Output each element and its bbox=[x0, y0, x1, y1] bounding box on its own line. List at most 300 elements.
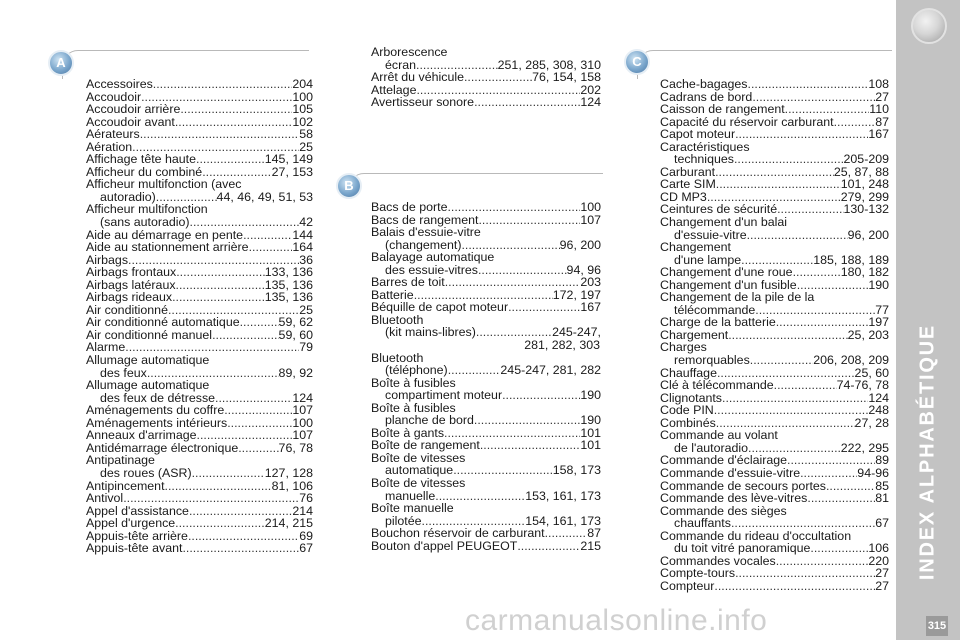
index-entry-line: Afficheur multifonction (avec bbox=[86, 177, 242, 192]
entry-label: Changement d'un fusible bbox=[660, 277, 797, 292]
entry-pages: 172, 197 bbox=[552, 287, 601, 302]
entry-pages: 130-132 bbox=[843, 202, 889, 217]
entry-pages: 127, 128 bbox=[264, 465, 313, 480]
index-entry-line bbox=[86, 216, 313, 229]
entry-label: Accessoires bbox=[86, 77, 153, 91]
entry-label: Aménagements intérieurs bbox=[86, 415, 228, 430]
entry-label: pilotée bbox=[385, 513, 422, 528]
index-entry bbox=[660, 492, 889, 505]
entry-pages: 153, 161, 173 bbox=[525, 488, 601, 503]
entry-pages: 101 bbox=[580, 425, 601, 440]
index-entry-line: Commande au volant bbox=[660, 428, 778, 443]
entry-label: Antivol bbox=[86, 491, 124, 506]
entry-pages: 76, 154, 158 bbox=[532, 70, 601, 85]
entry-label: Clignotants bbox=[660, 390, 722, 405]
entry-label: Boîte à gants bbox=[371, 425, 445, 440]
index-entry bbox=[86, 78, 313, 91]
index-entry bbox=[371, 352, 601, 377]
entry-label: des essuie-vitres bbox=[385, 262, 478, 277]
entry-label: Antipincement bbox=[86, 478, 165, 493]
index-entry bbox=[660, 291, 889, 316]
index-entry-line bbox=[371, 527, 601, 540]
entry-pages: 27 bbox=[875, 578, 889, 593]
index-entry-line bbox=[660, 153, 889, 166]
entry-pages: 190 bbox=[580, 413, 601, 428]
index-entry bbox=[86, 429, 313, 442]
index-entry bbox=[371, 452, 601, 477]
index-entry-line: Changement de la pile de la bbox=[660, 290, 815, 305]
entry-pages: 67 bbox=[875, 516, 889, 531]
index-entry bbox=[86, 454, 313, 479]
sidebar-title: INDEX ALPHABÉTIQUE bbox=[916, 323, 939, 581]
entry-pages: 85 bbox=[875, 478, 889, 493]
entry-label: Chargement bbox=[660, 327, 729, 342]
dot-leader bbox=[188, 530, 299, 543]
index-entry-line bbox=[86, 153, 313, 166]
entry-pages: 215 bbox=[580, 538, 601, 553]
index-entry bbox=[86, 354, 313, 379]
dot-leader bbox=[774, 379, 837, 392]
index-entry bbox=[660, 141, 889, 166]
entry-pages: 204 bbox=[292, 77, 313, 91]
index-entry-line: Boîte manuelle bbox=[371, 501, 454, 516]
entry-label: Commande d'éclairage bbox=[660, 453, 788, 468]
dot-leader bbox=[810, 542, 868, 555]
dot-leader bbox=[445, 276, 581, 289]
dot-leader bbox=[735, 128, 868, 141]
entry-label: Bouton d'appel PEUGEOT bbox=[371, 538, 518, 553]
index-entry bbox=[660, 580, 889, 593]
entry-label: Air conditionné automatique bbox=[86, 315, 240, 330]
entry-pages: 87 bbox=[875, 114, 889, 129]
entry-label: Aménagements du coffre bbox=[86, 403, 225, 418]
index-entry-line: Changement bbox=[660, 240, 731, 255]
index-entry bbox=[86, 291, 313, 304]
entry-pages: 81 bbox=[875, 491, 889, 506]
index-entry-line: Caractéristiques bbox=[660, 139, 750, 154]
entry-pages: 94, 96 bbox=[566, 262, 601, 277]
entry-label: télécommande bbox=[674, 302, 756, 317]
index-entry bbox=[660, 429, 889, 454]
index-entry-line bbox=[660, 103, 889, 116]
dot-leader bbox=[448, 364, 501, 377]
index-entry-line bbox=[86, 517, 313, 530]
dot-leader bbox=[735, 567, 875, 580]
dot-leader bbox=[224, 404, 292, 417]
entry-pages: 87 bbox=[587, 526, 601, 541]
index-entry bbox=[86, 153, 313, 166]
disc-icon bbox=[911, 8, 947, 44]
index-entry-line bbox=[86, 78, 313, 91]
index-entry-line: Antipatinage bbox=[86, 453, 155, 468]
index-entry-line bbox=[86, 542, 313, 555]
entry-pages: 59, 60 bbox=[278, 327, 313, 342]
entry-label: des feux de détresse bbox=[100, 390, 216, 405]
dot-leader bbox=[176, 279, 265, 292]
entry-pages: 76 bbox=[299, 491, 313, 506]
index-entry-line bbox=[371, 414, 601, 427]
entry-pages: 105 bbox=[292, 102, 313, 117]
section-b-list bbox=[371, 201, 601, 552]
index-entry bbox=[660, 241, 889, 266]
entry-label: Compteur bbox=[660, 578, 715, 593]
entry-label: Commandes vocales bbox=[660, 553, 776, 568]
entry-label: Compte-tours bbox=[660, 566, 736, 581]
entry-label: Chauffage bbox=[660, 365, 717, 380]
entry-label: automatique bbox=[385, 463, 454, 478]
entry-label: Bouchon réservoir de carburant bbox=[371, 526, 545, 541]
index-entry bbox=[86, 404, 313, 417]
entry-pages: 44, 46, 49, 51, 53 bbox=[216, 189, 313, 204]
entry-pages: 203 bbox=[580, 275, 601, 290]
index-entry-line bbox=[660, 78, 889, 91]
entry-pages: 25, 87, 88 bbox=[833, 164, 889, 179]
entry-pages: 100 bbox=[292, 415, 313, 430]
dot-leader bbox=[140, 128, 299, 141]
entry-pages: 27 bbox=[875, 566, 889, 581]
index-entry-line: 281, 282, 303 bbox=[524, 338, 600, 353]
dot-leader bbox=[807, 492, 875, 505]
dot-leader bbox=[478, 264, 567, 277]
index-entry bbox=[371, 96, 601, 109]
entry-pages: 167 bbox=[868, 127, 889, 142]
entry-label: Barres de toit bbox=[371, 275, 445, 290]
entry-label: Arrêt du véhicule bbox=[371, 70, 464, 85]
dot-leader bbox=[734, 153, 844, 166]
entry-label: écran bbox=[385, 57, 416, 72]
index-entry-line bbox=[86, 266, 313, 279]
index-entry bbox=[660, 404, 889, 417]
index-entry bbox=[371, 71, 601, 84]
entry-pages: 251, 285, 308, 310 bbox=[497, 57, 601, 72]
entry-pages: 25, 60 bbox=[854, 365, 889, 380]
index-entry-line bbox=[660, 379, 889, 392]
dot-leader bbox=[826, 480, 875, 493]
entry-label: Boîte de rangement bbox=[371, 438, 480, 453]
index-entry bbox=[371, 251, 601, 276]
entry-pages: 74-76, 78 bbox=[836, 378, 889, 393]
index-entry bbox=[86, 492, 313, 505]
dot-leader bbox=[238, 442, 278, 455]
entry-label: Accoudoir arrière bbox=[86, 102, 181, 117]
index-entry-line bbox=[660, 492, 889, 505]
section-c-badge: C bbox=[624, 49, 650, 75]
section-b-rule bbox=[348, 173, 603, 194]
entry-pages: 100 bbox=[580, 200, 601, 214]
index-entry-line bbox=[371, 71, 601, 84]
entry-label: des feux bbox=[100, 365, 147, 380]
entry-pages: 107 bbox=[580, 212, 601, 227]
index-entry-line: Boîte à fusibles bbox=[371, 400, 456, 415]
index-entry-line bbox=[86, 103, 313, 116]
index-entry bbox=[86, 178, 313, 203]
index-entry bbox=[660, 467, 889, 480]
entry-label: Antidémarrage électronique bbox=[86, 440, 239, 455]
index-entry-line bbox=[660, 567, 889, 580]
dot-leader bbox=[545, 527, 588, 540]
entry-pages: 25 bbox=[299, 139, 313, 154]
dot-leader bbox=[197, 429, 293, 442]
entry-label: Bacs de porte bbox=[371, 200, 448, 214]
dot-leader bbox=[182, 542, 299, 555]
entry-pages: 25 bbox=[299, 302, 313, 317]
entry-label: Charge de la batterie bbox=[660, 315, 776, 330]
entry-pages: 96, 200 bbox=[559, 237, 601, 252]
entry-pages: 197 bbox=[868, 315, 889, 330]
entry-label: Appel d'assistance bbox=[86, 503, 189, 518]
entry-pages: 124 bbox=[580, 95, 601, 110]
index-entry-line bbox=[371, 364, 601, 377]
entry-label: Accoudoir bbox=[86, 89, 142, 104]
entry-label: compartiment moteur bbox=[385, 388, 503, 403]
index-entry bbox=[371, 502, 601, 527]
dot-leader bbox=[474, 96, 580, 109]
index-entry-line bbox=[86, 241, 313, 254]
entry-pages: 135, 136 bbox=[264, 290, 313, 305]
index-entry bbox=[660, 530, 889, 555]
entry-pages: 135, 136 bbox=[264, 277, 313, 292]
index-entry bbox=[660, 128, 889, 141]
entry-label: Afficheur du combiné bbox=[86, 164, 203, 179]
index-entry-line: Bluetooth bbox=[371, 312, 424, 327]
dot-leader bbox=[714, 404, 869, 417]
index-entry-line bbox=[660, 354, 889, 367]
index-entry bbox=[86, 517, 313, 530]
dot-leader bbox=[175, 116, 292, 129]
dot-leader bbox=[165, 480, 272, 493]
entry-label: Alarme bbox=[86, 340, 126, 355]
entry-label: techniques bbox=[674, 152, 734, 167]
sidebar bbox=[896, 0, 960, 640]
index-entry bbox=[371, 276, 601, 289]
entry-pages: 145, 149 bbox=[264, 152, 313, 167]
entry-label: CD MP3 bbox=[660, 189, 707, 204]
dot-leader bbox=[453, 464, 553, 477]
dot-leader bbox=[176, 266, 265, 279]
entry-label: Appuis-tête arrière bbox=[86, 528, 188, 543]
dot-leader bbox=[464, 71, 532, 84]
index-entry-line: Bluetooth bbox=[371, 350, 424, 365]
entry-pages: 202 bbox=[580, 82, 601, 97]
entry-pages: 110 bbox=[869, 102, 889, 117]
index-entry bbox=[371, 540, 601, 553]
entry-pages: 158, 173 bbox=[552, 463, 601, 478]
entry-pages: 27, 28 bbox=[854, 415, 889, 430]
entry-pages: 164 bbox=[292, 240, 313, 255]
entry-label: Affichage tête haute bbox=[86, 152, 196, 167]
index-entry-line bbox=[660, 542, 889, 555]
index-entry bbox=[371, 377, 601, 402]
index-entry-line bbox=[371, 389, 601, 402]
index-entry bbox=[86, 203, 313, 228]
dot-leader bbox=[714, 580, 875, 593]
dot-leader bbox=[212, 329, 278, 342]
entry-pages: 108 bbox=[868, 77, 889, 91]
entry-label: du toit vitré panoramique bbox=[674, 541, 811, 556]
entry-pages: 124 bbox=[868, 390, 889, 405]
entry-label: manuelle bbox=[385, 488, 436, 503]
entry-label: (téléphone) bbox=[385, 363, 448, 378]
index-entry-line: Charges bbox=[660, 340, 707, 355]
dot-leader bbox=[728, 329, 847, 342]
entry-label: Bacs de rangement bbox=[371, 212, 479, 227]
dot-leader bbox=[722, 392, 868, 405]
entry-pages: 102 bbox=[292, 114, 313, 129]
entry-label: d'essuie-vitre bbox=[674, 227, 747, 242]
dot-leader bbox=[190, 216, 300, 229]
section-b-badge: B bbox=[336, 173, 362, 199]
dot-leader bbox=[748, 78, 869, 91]
entry-pages: 79 bbox=[299, 340, 313, 355]
entry-label: Attelage bbox=[371, 82, 417, 97]
entry-label: Aérateurs bbox=[86, 127, 140, 142]
dot-leader bbox=[776, 555, 869, 568]
index-entry-line bbox=[86, 492, 313, 505]
watermark: carmanualsonline.info bbox=[465, 604, 768, 637]
entry-pages: 205-209 bbox=[843, 152, 889, 167]
entry-pages: 222, 295 bbox=[840, 440, 889, 455]
dot-leader bbox=[785, 103, 870, 116]
index-entry-line bbox=[371, 96, 601, 109]
entry-pages: 206, 208, 209 bbox=[813, 353, 889, 368]
index-entry-line: Allumage automatique bbox=[86, 378, 210, 393]
entry-pages: 77 bbox=[875, 302, 889, 317]
entry-pages: 245-247, bbox=[552, 325, 601, 340]
section-a-list bbox=[86, 78, 313, 555]
index-entry-line bbox=[86, 404, 313, 417]
entry-pages: 101 bbox=[580, 438, 601, 453]
entry-label: Airbags rideaux bbox=[86, 290, 173, 305]
index-entry-line: Boîte de vitesses bbox=[371, 450, 466, 465]
dot-leader bbox=[747, 229, 848, 242]
index-entry bbox=[660, 216, 889, 241]
index-entry-line bbox=[660, 128, 889, 141]
index-entry bbox=[660, 567, 889, 580]
entry-label: chauffants bbox=[674, 516, 731, 531]
index-entry-line bbox=[86, 128, 313, 141]
dot-leader bbox=[192, 467, 265, 480]
section-a-rule bbox=[62, 50, 309, 79]
dot-leader bbox=[777, 203, 843, 216]
section-a-continued-list bbox=[371, 46, 601, 109]
entry-label: Aération bbox=[86, 139, 133, 154]
index-entry-line: Balais d'essuie-vitre bbox=[371, 225, 481, 240]
dot-leader bbox=[447, 201, 580, 214]
entry-pages: 89 bbox=[875, 453, 889, 468]
index-entry bbox=[86, 379, 313, 404]
entry-pages: 27 bbox=[875, 89, 889, 104]
entry-pages: 27, 153 bbox=[271, 164, 313, 179]
entry-label: Combinés bbox=[660, 415, 716, 430]
dot-leader bbox=[172, 291, 265, 304]
entry-label: Commande d'essuie-vitre bbox=[660, 465, 801, 480]
entry-label: Air conditionné bbox=[86, 302, 168, 317]
index-entry bbox=[660, 103, 889, 116]
index-entry bbox=[660, 266, 889, 279]
entry-pages: 96, 200 bbox=[847, 227, 889, 242]
entry-pages: 167 bbox=[580, 300, 601, 315]
entry-label: Airbags latéraux bbox=[86, 277, 176, 292]
entry-label: Capacité du réservoir carburant bbox=[660, 114, 834, 129]
entry-label: Appel d'urgence bbox=[86, 516, 176, 531]
dot-leader bbox=[240, 316, 279, 329]
dot-leader bbox=[243, 229, 292, 242]
dot-leader bbox=[508, 301, 580, 314]
entry-pages: 101, 248 bbox=[840, 177, 889, 192]
entry-label: Airbags frontaux bbox=[86, 265, 177, 280]
dot-leader bbox=[750, 354, 813, 367]
index-entry-line: Allumage automatique bbox=[86, 353, 210, 368]
entry-label: d'une lampe bbox=[674, 252, 742, 267]
entry-label: Clé à télécommande bbox=[660, 378, 774, 393]
entry-label: Cache-bagages bbox=[660, 77, 748, 91]
entry-label: (kit mains-libres) bbox=[385, 325, 476, 340]
entry-pages: 89, 92 bbox=[278, 365, 313, 380]
entry-pages: 154, 161, 173 bbox=[525, 513, 601, 528]
entry-label: Ceintures de sécurité bbox=[660, 202, 778, 217]
entry-pages: 133, 136 bbox=[264, 265, 313, 280]
entry-label: remorquables bbox=[674, 353, 750, 368]
index-entry-line bbox=[86, 291, 313, 304]
entry-label: Airbags bbox=[86, 252, 129, 267]
dot-leader bbox=[175, 517, 265, 530]
dot-leader bbox=[731, 517, 875, 530]
index-entry-line bbox=[371, 201, 601, 214]
entry-pages: 36 bbox=[299, 252, 313, 267]
dot-leader bbox=[196, 153, 265, 166]
index-entry-line bbox=[660, 580, 889, 593]
entry-pages: 76, 78 bbox=[278, 440, 313, 455]
entry-pages: 106 bbox=[868, 541, 889, 556]
entry-pages: 279, 299 bbox=[840, 189, 889, 204]
entry-label: de l'autoradio bbox=[674, 440, 749, 455]
entry-pages: 185, 188, 189 bbox=[813, 252, 889, 267]
entry-label: des roues (ASR) bbox=[100, 465, 192, 480]
dot-leader bbox=[716, 178, 841, 191]
index-entry-line: Boîte à fusibles bbox=[371, 375, 456, 390]
entry-label: Capot moteur bbox=[660, 127, 736, 142]
entry-pages: 248 bbox=[868, 403, 889, 418]
section-a-badge: A bbox=[48, 50, 74, 76]
dot-leader bbox=[153, 78, 293, 91]
index-entry-line bbox=[660, 404, 889, 417]
dot-leader bbox=[180, 103, 292, 116]
section-c-list bbox=[660, 78, 889, 592]
index-entry bbox=[371, 477, 601, 502]
entry-pages: 107 bbox=[292, 428, 313, 443]
index-entry-line bbox=[660, 266, 889, 279]
dot-leader bbox=[249, 241, 293, 254]
dot-leader bbox=[478, 214, 580, 227]
entry-label: Changement d'une roue bbox=[660, 265, 793, 280]
index-entry bbox=[86, 266, 313, 279]
index-entry bbox=[660, 341, 889, 366]
index-entry bbox=[371, 314, 601, 352]
entry-label: Accoudoir avant bbox=[86, 114, 175, 129]
index-entry bbox=[371, 46, 601, 71]
entry-pages: 180, 182 bbox=[840, 265, 889, 280]
entry-label: Anneaux d'arrimage bbox=[86, 428, 197, 443]
entry-label: autoradio) bbox=[100, 189, 156, 204]
entry-pages: 124 bbox=[292, 390, 313, 405]
dot-leader bbox=[227, 417, 292, 430]
index-entry bbox=[86, 103, 313, 116]
entry-label: planche de bord bbox=[385, 413, 474, 428]
index-entry-line: Arborescence bbox=[371, 45, 448, 59]
entry-label: Carte SIM bbox=[660, 177, 716, 192]
entry-pages: 245-247, 281, 282 bbox=[500, 363, 601, 378]
index-entry-line bbox=[660, 467, 889, 480]
